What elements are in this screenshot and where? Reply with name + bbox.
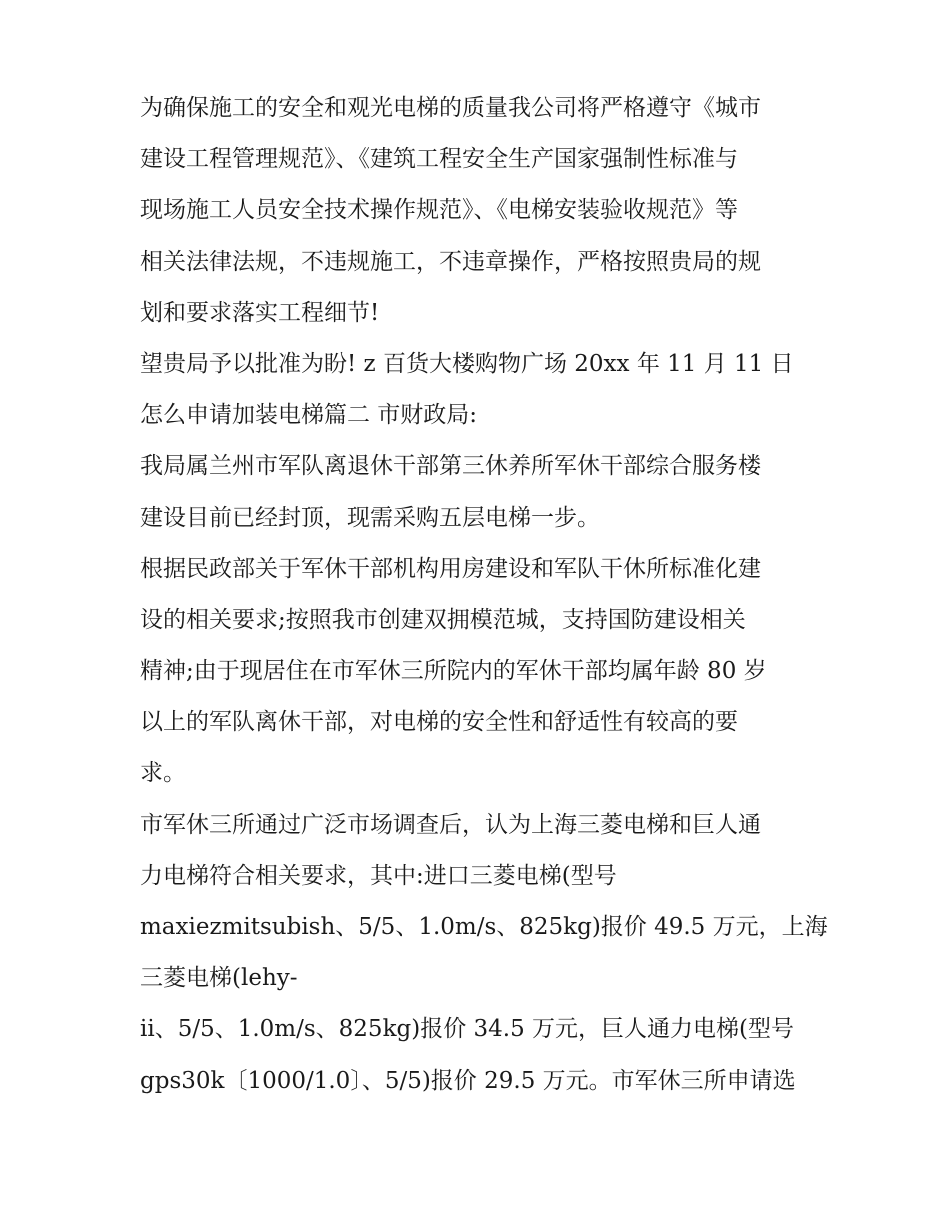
document-body xyxy=(140,83,828,1107)
text-line: 为确保施工的安全和观光电梯的质量我公司将严格遵守《城市 xyxy=(140,95,761,121)
text-line: 求。 xyxy=(140,760,186,787)
text-line: 设的相关要求;按照我市创建双拥模范城，支持国防建设相关 xyxy=(140,606,746,633)
text-line: 根据民政部关于军休干部机构用房建设和军队干休所标准化建 xyxy=(140,555,761,582)
text-line: 现场施工人员安全技术操作规范》、《电梯安装验收规范》等 xyxy=(140,197,738,224)
text-line: 划和要求落实工程细节! xyxy=(140,299,380,326)
text-line: 望贵局予以批准为盼! z 百货大楼购物广场 20xx 年 11 月 11 日 xyxy=(140,350,794,377)
text-line: 怎么申请加装电梯篇二 市财政局: xyxy=(140,402,478,429)
text-line: 建设工程管理规范》、《建筑工程安全生产国家强制性标准与 xyxy=(140,146,738,173)
text-line: 三菱电梯(lehy- xyxy=(140,965,298,992)
text-line: 相关法律法规，不违规施工，不违章操作，严格按照贵局的规 xyxy=(140,248,761,275)
text-line: 我局属兰州市军队离退休干部第三休养所军休干部综合服务楼 xyxy=(140,453,761,480)
text-line: 建设目前已经封顶，现需采购五层电梯一步。 xyxy=(140,504,600,531)
text-line: 精神;由于现居住在市军休三所院内的军休干部均属年龄 80 岁 xyxy=(140,658,767,685)
text-line: 以上的军队离休干部，对电梯的安全性和舒适性有较高的要 xyxy=(140,709,738,736)
text-line: maxiezmitsubish、5/5、1.0m/s、825kg)报价 49.5 万元，上海 xyxy=(140,914,828,940)
text-line: 力电梯符合相关要求，其中:进口三菱电梯(型号 xyxy=(140,862,617,889)
text-line: ii、5/5、1.0m/s、825kg)报价 34.5 万元，巨人通力电梯(型号 xyxy=(140,1016,795,1043)
text-line: gps30k〔1000/1.0〕、5/5)报价 29.5 万元。市军休三所申请选 xyxy=(140,1067,796,1094)
text-line: 市军休三所通过广泛市场调查后，认为上海三菱电梯和巨人通 xyxy=(140,811,761,838)
